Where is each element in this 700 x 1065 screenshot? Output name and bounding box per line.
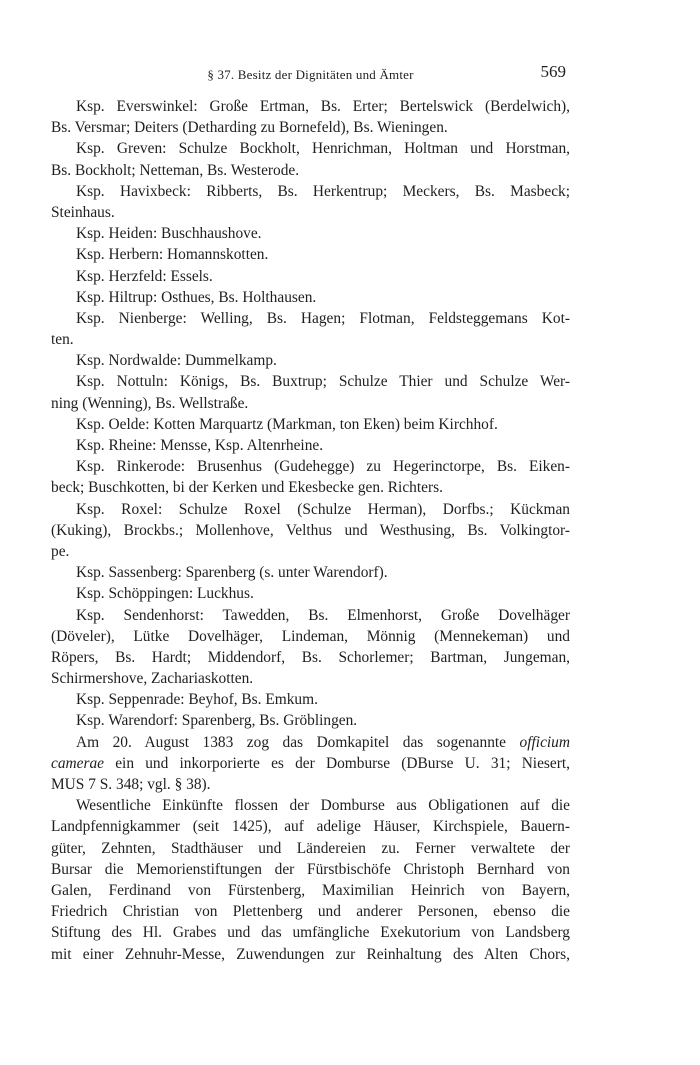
italic-term: officium [519, 733, 570, 751]
text-line: Ksp. Everswinkel: Große Ertman, Bs. Erter; Bertelswick (Berdelwich), [76, 98, 570, 115]
text-line: Ksp. Nienberge: Welling, Bs. Hagen; Flotman, Feldsteggemans Kot- [76, 309, 570, 327]
text-line: mit einer Zehnuhr-Messe, Zuwendungen zur Reinhaltung des Alten Chors, [51, 945, 570, 963]
text-line: Galen, Ferdinand von Fürstenberg, Maximilian Heinrich von Bayern, [51, 881, 570, 899]
text-line: Wesentliche Einkünfte flossen der Domburse aus Obligationen auf die [76, 797, 570, 815]
text-line: Ksp. Sendenhorst: Tawedden, Bs. Elmenhorst, Große Dovelhäger [76, 606, 570, 624]
text-line: Friedrich Christian von Plettenberg und anderer Personen, ebenso die [51, 903, 570, 921]
text-segment: Am 20. August 1383 zog das Domkapitel das sogenannte [76, 733, 520, 751]
text-line: Ksp. Nottuln: Königs, Bs. Buxtrup; Schulze Thier und Schulze Wer- [76, 373, 570, 391]
text-line: Ksp. Greven: Schulze Bockholt, Henrichman, Holtman und Horstman, [76, 140, 570, 158]
text-line: Ksp. Herbern: Homannskotten. [76, 246, 269, 264]
text-line: güter, Zehnten, Stadthäuser und Ländereien zu. Ferner verwaltete der [51, 839, 570, 857]
text-line: Ksp. Havixbeck: Ribberts, Bs. Herkentrup; Meckers, Bs. Masbeck; [76, 182, 570, 200]
section-title: § 37. Besitz der Dignitäten und Ämter [207, 67, 414, 82]
text-line: Ksp. Rheine: Mensse, Ksp. Altenrheine. [76, 437, 324, 454]
text-line: (Döveler), Lütke Dovelhäger, Lindeman, Mönnig (Mennekeman) und [51, 627, 570, 645]
text-line: Bs. Versmar; Deiters (Detharding zu Bornefeld), Bs. Wieningen. [51, 119, 448, 137]
text-line: Ksp. Oelde: Kotten Marquartz (Markman, ton Eken) beim Kirchhof. [76, 415, 498, 433]
text-line: Ksp. Herzfeld: Essels. [76, 267, 213, 285]
text-line: Ksp. Heiden: Buschhaushove. [76, 225, 262, 243]
text-line: ten. [51, 331, 74, 349]
text-line: Bs. Bockholt; Netteman, Bs. Westerode. [51, 161, 300, 179]
text-line: (Kuking), Brockbs.; Mollenhove, Velthus und Westhusing, Bs. Volkingtor- [51, 521, 570, 539]
text-line: beck; Buschkotten, bi der Kerken und Ekesbecke gen. Richters. [51, 479, 443, 497]
italic-term: camerae [51, 754, 104, 772]
text-line: Ksp. Rinkerode: Brusenhus (Gudehegge) zu Hegerinctorpe, Bs. Eiken- [76, 458, 570, 476]
text-line: Ksp. Hiltrup: Osthues, Bs. Holthausen. [76, 288, 317, 306]
text-line: Röpers, Bs. Hardt; Middendorf, Bs. Schorlemer; Bartman, Jungeman, [51, 648, 570, 666]
text-line [51, 732, 570, 753]
body-text [51, 96, 570, 965]
text-line: Ksp. Warendorf: Sparenberg, Bs. Gröblingen. [76, 712, 358, 730]
text-line: Stiftung des Hl. Grabes und das umfängliche Exekutorium von Landsberg [51, 924, 570, 942]
text-line: Ksp. Sassenberg: Sparenberg (s. unter Warendorf). [76, 564, 388, 582]
text-segment: ein und inkorporierte es der Domburse (DBurse U. 31; Niesert, [104, 754, 570, 772]
text-line: Bursar die Memorienstiftungen der Fürstbischöfe Christoph Bernhard von [51, 860, 570, 878]
text-line: pe. [51, 542, 70, 560]
page-number: 569 [540, 62, 566, 81]
running-head [51, 60, 570, 86]
text-line: MUS 7 S. 348; vgl. § 38). [51, 776, 211, 793]
text-line: Ksp. Roxel: Schulze Roxel (Schulze Herman), Dorfbs.; Kückman [76, 500, 570, 518]
text-line: Steinhaus. [51, 203, 115, 221]
text-line [51, 753, 570, 774]
text-line: Ksp. Schöppingen: Luckhus. [76, 585, 254, 603]
text-line: Landpfennigkammer (seit 1425), auf adelige Häuser, Kirchspiele, Bauern- [51, 818, 570, 836]
text-line: Ksp. Nordwalde: Dummelkamp. [76, 352, 277, 370]
text-line: Schirmershove, Zachariaskotten. [51, 670, 254, 688]
text-line: ning (Wenning), Bs. Wellstraße. [51, 394, 249, 412]
text-line: Ksp. Seppenrade: Beyhof, Bs. Emkum. [76, 691, 318, 709]
